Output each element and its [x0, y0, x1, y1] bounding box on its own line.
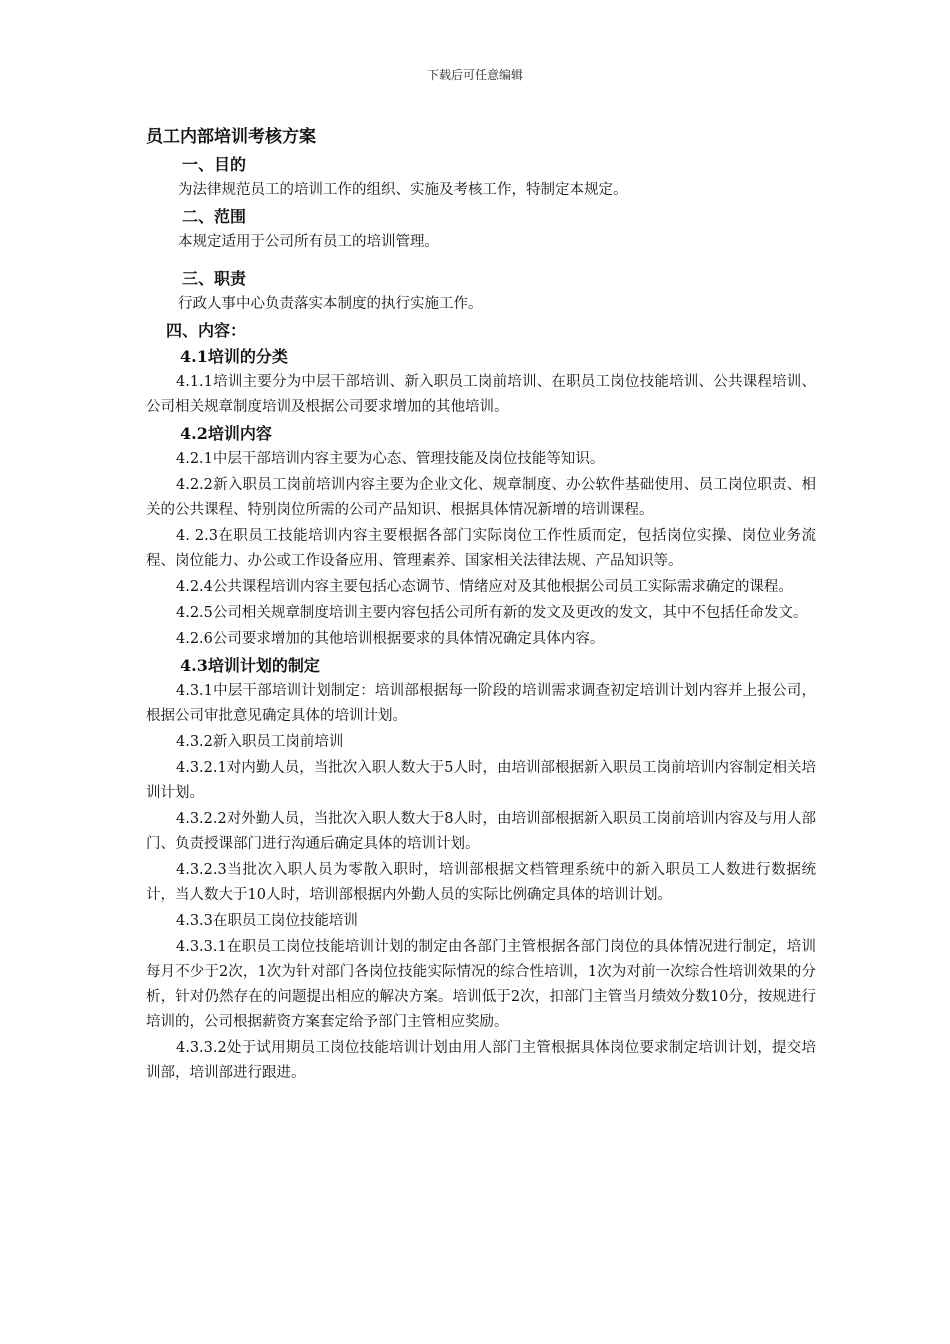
document-title: 员工内部培训考核方案 [146, 127, 316, 147]
paragraph-4-3-3-2: 4.3.3.2处于试用期员工岗位技能培训计划由用人部门主管根据具体岗位要求制定培训计划，提交培训部，培训部进行跟进。 [146, 1040, 816, 1081]
subsection-heading-4-2: 4.2培训内容 [180, 424, 272, 443]
paragraph-4-2-4: 4.2.4公共课程培训内容主要包括心态调节、情绪应对及其他根据公司员工实际需求确定的课程。 [176, 579, 793, 595]
paragraph-4-1-1: 4.1.1培训主要分为中层干部培训、新入职员工岗前培训、在职员工岗位技能培训、公共课程培训、公司相关规章制度培训及根据公司要求增加的其他培训。 [146, 374, 816, 415]
section-heading-purpose: 一、目的 [182, 155, 247, 174]
paragraph-4-2-5: 4.2.5公司相关规章制度培训主要内容包括公司所有新的发文及更改的发文，其中不包括任命发文。 [176, 605, 808, 621]
subsection-heading-4-3: 4.3培训计划的制定 [180, 656, 320, 675]
paragraph-4-3-2-2: 4.3.2.2对外勤人员，当批次入职人数大于8人时，由培训部根据新入职员工岗前培训内容及与用人部门、负责授课部门进行沟通后确定具体的培训计划。 [146, 811, 816, 852]
paragraph-4-2-6: 4.2.6公司要求增加的其他培训根据要求的具体情况确定具体内容。 [176, 631, 605, 647]
section-body-purpose: 为法律规范员工的培训工作的组织、实施及考核工作，特制定本规定。 [178, 182, 628, 198]
paragraph-4-3-2-3: 4.3.2.3当批次入职人员为零散入职时，培训部根据文档管理系统中的新入职员工人数进行数据统计，当人数大于10人时，培训部根据内外勤人员的实际比例确定具体的培训计划。 [146, 862, 816, 903]
page-header: 下载后可任意编辑 [426, 68, 523, 82]
paragraph-4-2-1: 4.2.1中层干部培训内容主要为心态、管理技能及岗位技能等知识。 [176, 451, 605, 467]
section-heading-duties: 三、职责 [182, 269, 247, 288]
paragraph-4-2-2: 4.2.2新入职员工岗前培训内容主要为企业文化、规章制度、办公软件基础使用、员工岗位职责、相关的公共课程、特别岗位所需的公司产品知识、根据具体情况新增的培训课程。 [146, 477, 816, 518]
paragraph-4-3-2-1: 4.3.2.1对内勤人员，当批次入职人数大于5人时，由培训部根据新入职员工岗前培训内容制定相关培训计划。 [146, 760, 816, 801]
section-heading-scope: 二、范围 [182, 207, 247, 226]
paragraph-4-3-3: 4.3.3在职员工岗位技能培训 [176, 913, 358, 929]
paragraph-4-3-2: 4.3.2新入职员工岗前培训 [176, 734, 344, 750]
paragraph-4-3-1: 4.3.1中层干部培训计划制定：培训部根据每一阶段的培训需求调查初定培训计划内容并上报公司，根据公司审批意见确定具体的培训计划。 [146, 683, 816, 724]
section-heading-content: 四、内容： [166, 321, 247, 340]
paragraph-4-3-3-1: 4.3.3.1在职员工岗位技能培训计划的制定由各部门主管根据各部门岗位的具体情况进行制定，培训每月不少于2次，1次为针对部门各岗位技能实际情况的综合性培训，1次为对前一次综合性培训效果的分析，针对仍然存在的问题提出相应的解决方案。培训低于2次，扣部门主管当月绩效分数10分，按规进行培训的，公司根据薪资方案套定给予部门主管相应奖励。 [146, 939, 816, 1030]
section-body-scope: 本规定适用于公司所有员工的培训管理。 [178, 234, 439, 250]
paragraph-4-2-3: 4. 2.3在职员工技能培训内容主要根据各部门实际岗位工作性质而定，包括岗位实操、岗位业务流程、岗位能力、办公或工作设备应用、管理素养、国家相关法律法规、产品知识等。 [146, 528, 816, 569]
section-body-duties: 行政人事中心负责落实本制度的执行实施工作。 [178, 296, 483, 312]
subsection-heading-4-1: 4.1培训的分类 [180, 347, 288, 366]
document-body [146, 124, 816, 1087]
